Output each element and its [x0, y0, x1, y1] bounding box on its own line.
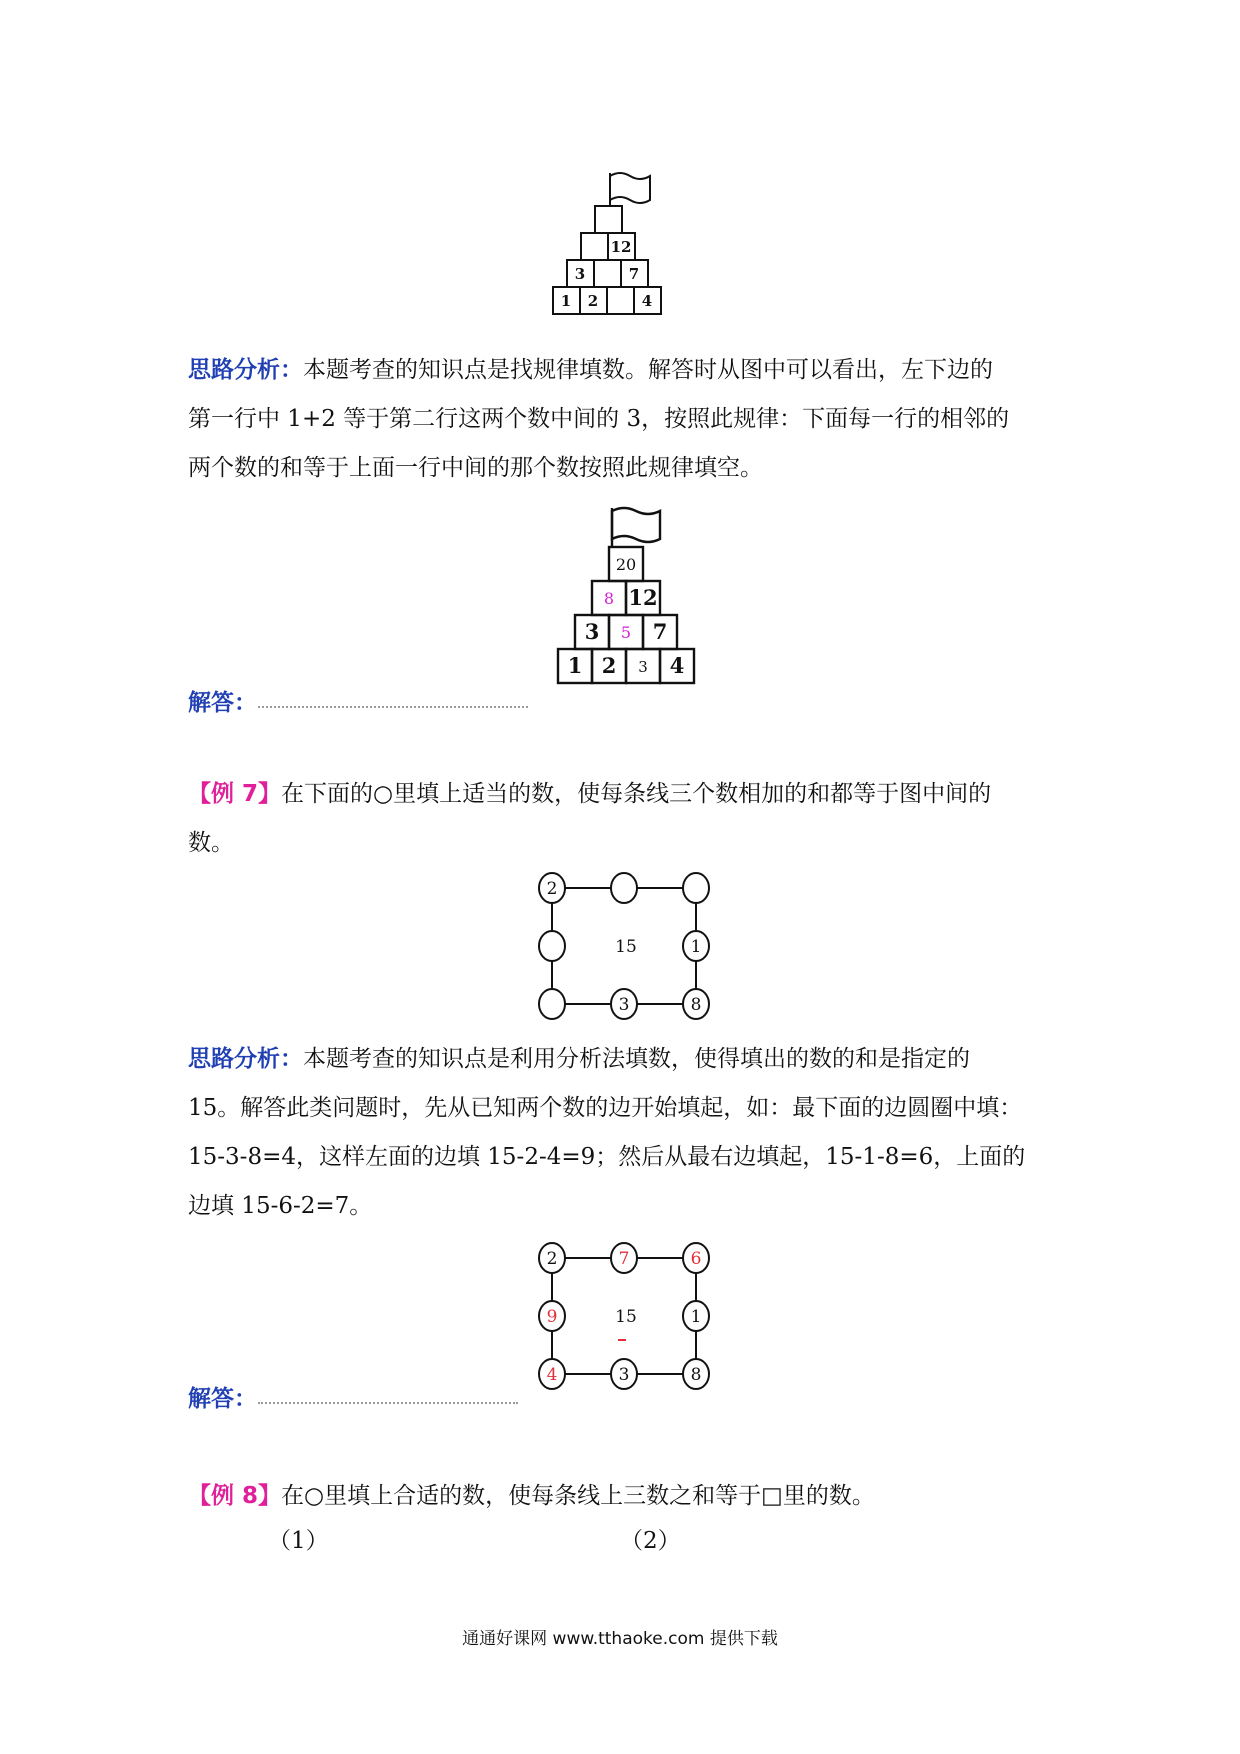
example-8-part-2: （2） [620, 1528, 681, 1554]
square2-bl: 4 [546, 1365, 558, 1385]
page-footer: 通通好课网 www.tthaoke.com 提供下载 [462, 1629, 778, 1649]
square2-tr: 6 [690, 1249, 702, 1269]
analysis-1-line-2: 第一行中 1+2 等于第二行这两个数中间的 3，按照此规律：下面每一行的相邻的 [188, 406, 1010, 432]
pyramid2-r3-c1: 8 [603, 589, 615, 608]
answer-2-label: 解答： [188, 1386, 257, 1412]
pyramid2-r1-c2: 2 [601, 653, 617, 678]
analysis-1-line-3: 两个数的和等于上面一行中间的那个数按照此规律填空。 [188, 455, 763, 481]
pyramid1-r1-c2: 2 [587, 292, 599, 310]
square1-mr: 1 [690, 937, 702, 957]
pyramid1-r3-c2: 12 [610, 238, 632, 256]
square1-center: 15 [615, 937, 637, 957]
analysis-2-line-3: 15-3-8=4，这样左面的边填 15-2-4=9；然后从最右边填起，15-1-8=6，上面的 [188, 1144, 1026, 1170]
pyramid1-r1-c4: 4 [641, 292, 653, 310]
analysis-2 [188, 1035, 1058, 1231]
example-7-line-1: 在下面的○里填上适当的数，使每条线三个数相加的和都等于图中间的 [281, 781, 992, 807]
square2-center: 15 [615, 1307, 637, 1327]
answer-1-label: 解答： [188, 690, 257, 716]
example-8 [188, 1472, 1058, 1521]
pyramid2-r2-c3: 7 [652, 619, 668, 644]
square2-tl: 2 [546, 1249, 558, 1269]
analysis-2-line-1: 本题考查的知识点是利用分析法填数，使得填出的数的和是指定的 [303, 1046, 970, 1072]
square2-bm: 3 [618, 1365, 630, 1385]
pyramid2-r1-c3: 3 [638, 658, 648, 676]
example-8-part-1: （1） [268, 1528, 329, 1554]
square2-mr: 1 [690, 1307, 702, 1327]
analysis-2-line-4: 边填 15-6-2=7。 [188, 1193, 373, 1219]
example-8-text: 在○里填上合适的数，使每条线上三数之和等于□里的数。 [281, 1483, 875, 1509]
square1-br: 8 [690, 995, 702, 1015]
pyramid-figure-question [550, 170, 700, 330]
pyramid2-r1-c4: 4 [669, 653, 685, 678]
square2-tm: 7 [618, 1249, 630, 1269]
square1-tl: 2 [546, 879, 558, 899]
answer-2-dotted-line [258, 1402, 518, 1404]
square2-br: 8 [690, 1365, 702, 1385]
analysis-1-label: 思路分析： [188, 357, 303, 383]
circle-square-answer [530, 1240, 720, 1400]
analysis-1 [188, 346, 1058, 493]
analysis-2-label: 思路分析： [188, 1046, 303, 1072]
pyramid2-r3-c2: 12 [628, 585, 658, 610]
example-7-line-2: 数。 [188, 830, 234, 856]
pyramid2-r1-c1: 1 [567, 653, 583, 678]
example-7-tag: 【例 7】 [188, 781, 282, 807]
example-8-tag: 【例 8】 [188, 1483, 282, 1509]
pyramid2-r2-c2: 5 [620, 623, 632, 642]
square1-bm: 3 [618, 995, 630, 1015]
answer-1-dotted-line [258, 706, 528, 708]
analysis-2-line-2: 15。解答此类问题时，先从已知两个数的边开始填起，如：最下面的边圆圈中填： [188, 1095, 1023, 1121]
pyramid2-r2-c1: 3 [584, 619, 600, 644]
pyramid1-r2-c3: 7 [628, 265, 640, 283]
square2-ml: 9 [546, 1307, 558, 1327]
pyramid1-r1-c1: 1 [560, 292, 572, 310]
pyramid-figure-answer [552, 505, 722, 695]
example-7 [188, 770, 1058, 868]
analysis-1-line-1: 本题考查的知识点是找规律填数。解答时从图中可以看出，左下边的 [303, 357, 993, 383]
pyramid1-r2-c1: 3 [574, 265, 586, 283]
circle-square-question [530, 870, 720, 1030]
pyramid2-r4-c1: 20 [615, 555, 637, 574]
